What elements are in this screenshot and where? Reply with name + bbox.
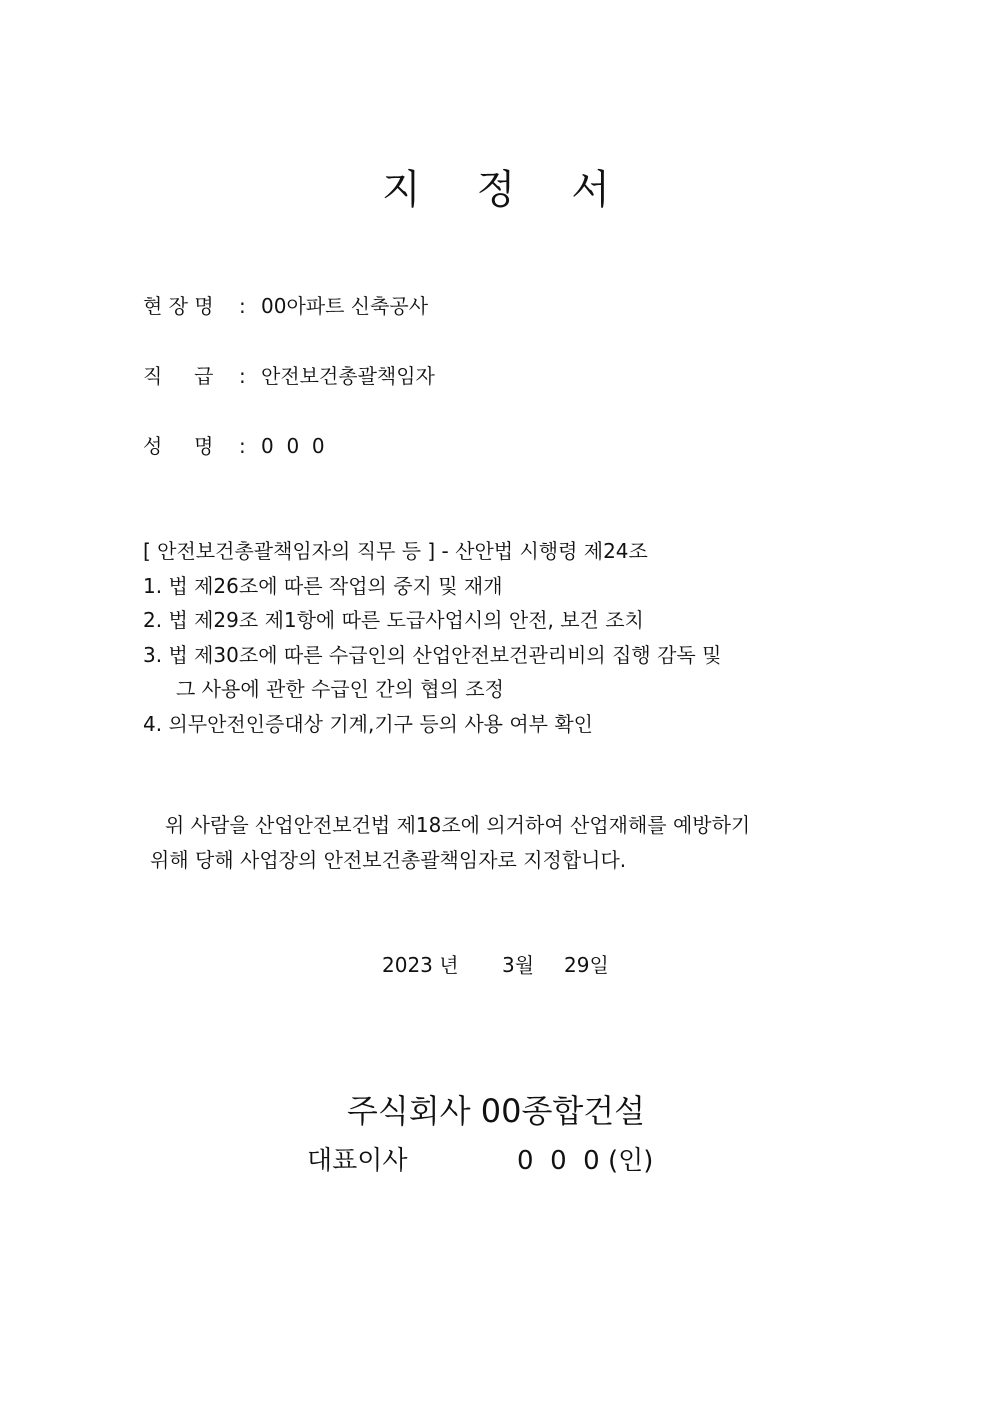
site-name-label: 현 장 명 [143, 294, 214, 318]
position-field [143, 360, 435, 389]
date-day: 29일 [564, 953, 609, 977]
duties-heading: [ 안전보건총괄책임자의 직무 등 ] - 산안법 시행령 제24조 [143, 539, 648, 563]
date-year: 2023 년 [382, 953, 459, 977]
position-label: 직 급 [143, 364, 214, 388]
duty-item-3: 3. 법 제30조에 따른 수급인의 산업안전보건관리비의 집행 감독 및 [143, 642, 722, 667]
duty-item-3-continued: 그 사용에 관한 수급인 간의 협의 조정 [176, 677, 504, 701]
representative-label: 대표이사 [307, 1146, 408, 1176]
statement-line-1: 위 사람을 산업안전보건법 제18조에 의거하여 산업재해를 예방하기 [165, 813, 751, 837]
site-name-value: 00아파트 신축공사 [261, 294, 429, 318]
field-separator: : [239, 294, 246, 318]
duties-section [143, 534, 721, 741]
person-name-field [143, 430, 325, 459]
designation-statement [150, 808, 750, 878]
representative-line [307, 1140, 653, 1177]
date-month: 3월 [502, 953, 535, 977]
duty-item-4: 4. 의무안전인증대상 기계,기구 등의 사용 여부 확인 [143, 711, 593, 736]
person-name-value: 0 0 0 [261, 434, 325, 458]
duty-item-2: 2. 법 제29조 제1항에 따른 도급사업시의 안전, 보건 조치 [143, 608, 644, 632]
statement-line-2: 위해 당해 사업장의 안전보건총괄책임자로 지정합니다. [150, 848, 627, 872]
duty-item-1: 1. 법 제26조에 따른 작업의 중지 및 재개 [143, 573, 503, 598]
field-separator: : [239, 364, 246, 388]
site-name-field [143, 290, 428, 319]
issue-date [382, 949, 609, 978]
representative-name: 0 0 0 (인) [517, 1146, 654, 1176]
position-value: 안전보건총괄책임자 [261, 364, 435, 388]
document-title: 지정서 [382, 167, 666, 213]
company-name: 주식회사 00종합건설 [346, 1092, 646, 1130]
person-name-label: 성 명 [143, 434, 214, 458]
field-separator: : [239, 434, 246, 458]
